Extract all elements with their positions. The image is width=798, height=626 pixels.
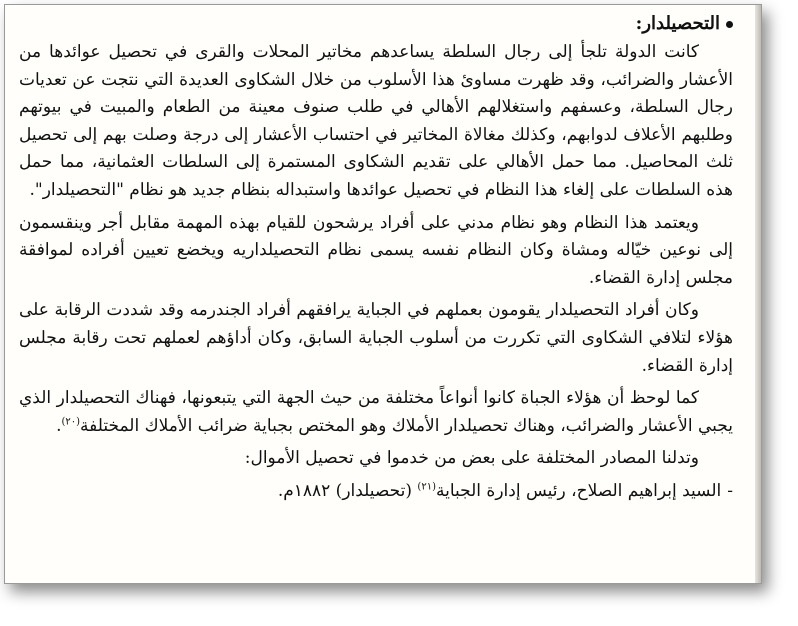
- paragraph-2: ويعتمد هذا النظام وهو نظام مدني على أفراد يرشحون للقيام بهذه المهمة مقابل أجر وينقسمون إلى نوعين خيّاله ومشاة وكان النظام نفسه يسمى نظام التحصيلداريه ويخضع تعيين أفراده لموافقة مجلس إدارة القضاء.: [19, 212, 733, 288]
- section-heading: [19, 9, 733, 39]
- paragraph-1: كانت الدولة تلجأ إلى رجال السلطة يساعدهم مخاتير المحلات والقرى في تحصيل عوائدها من الأعشار والضرائب، وقد ظهرت مساوئ هذا الأسلوب من خلال الشكاوى العديدة التي نتجت عن تعديات رجال السلطة، وعسفهم واستغلالهم الأهالي في طلب صنوف معينة من الطعام والمبيت في بيوتهم وطلبهم الأعلاف لدوابهم، وكذلك مغالاة المخاتير في احتساب الأعشار إلى درجة وصلت بهم إلى تحصيل ثلث المحاصيل. مما حمل الأهالي على تقديم الشكاوى المستمرة إلى السلطات العثمانية، مما حمل هذه السلطات على إلغاء هذا النظام في تحصيل عوائدها واستبداله بنظام جديد هو نظام "التحصيلدار".: [19, 42, 733, 200]
- paragraph-4: [19, 385, 733, 440]
- list-item-text: السيد إبراهيم الصلاح، رئيس إدارة الجباية: [435, 480, 722, 501]
- paragraph-4-end: .: [56, 415, 62, 436]
- list-item-text-end: (تحصيلدار) ١٨٨٢م.: [277, 480, 418, 501]
- paragraph-3: وكان أفراد التحصيلدار يقومون بعملهم في الجباية يرافقهم أفراد الجندرمه وقد شددت الرقابة على هؤلاء لتلافي الشكاوى التي تكررت من أسلوب الجباية السابق، وكان أداؤهم لعملهم تحت رقابة مجلس إدارة القضاء.: [19, 300, 733, 376]
- paragraph-4-text: كما لوحظ أن هؤلاء الجباة كانوا أنواعاً مختلفة من حيث الجهة التي يتبعونها، فهناك التحصيلدار الذي يجبي الأعشار والضرائب، وهناك تحصيلدار الأملاك وهو المختص بجباية ضرائب الأملاك المختلفة: [19, 388, 733, 436]
- document-page: [4, 4, 762, 584]
- page-edge-shadow: [755, 5, 761, 583]
- footnote-ref-20: (٢٠): [61, 416, 81, 428]
- heading-text: التحصيلدار:: [635, 13, 720, 34]
- list-dash: -: [727, 480, 733, 501]
- document-text: [19, 9, 733, 506]
- footnote-ref-21: (٢١): [417, 481, 436, 493]
- bullet-icon: [726, 21, 733, 28]
- paragraph-5: وتدلنا المصادر المختلفة على بعض من خدموا في تحصيل الأموال:: [244, 448, 699, 469]
- list-item-ibrahim: [19, 478, 733, 506]
